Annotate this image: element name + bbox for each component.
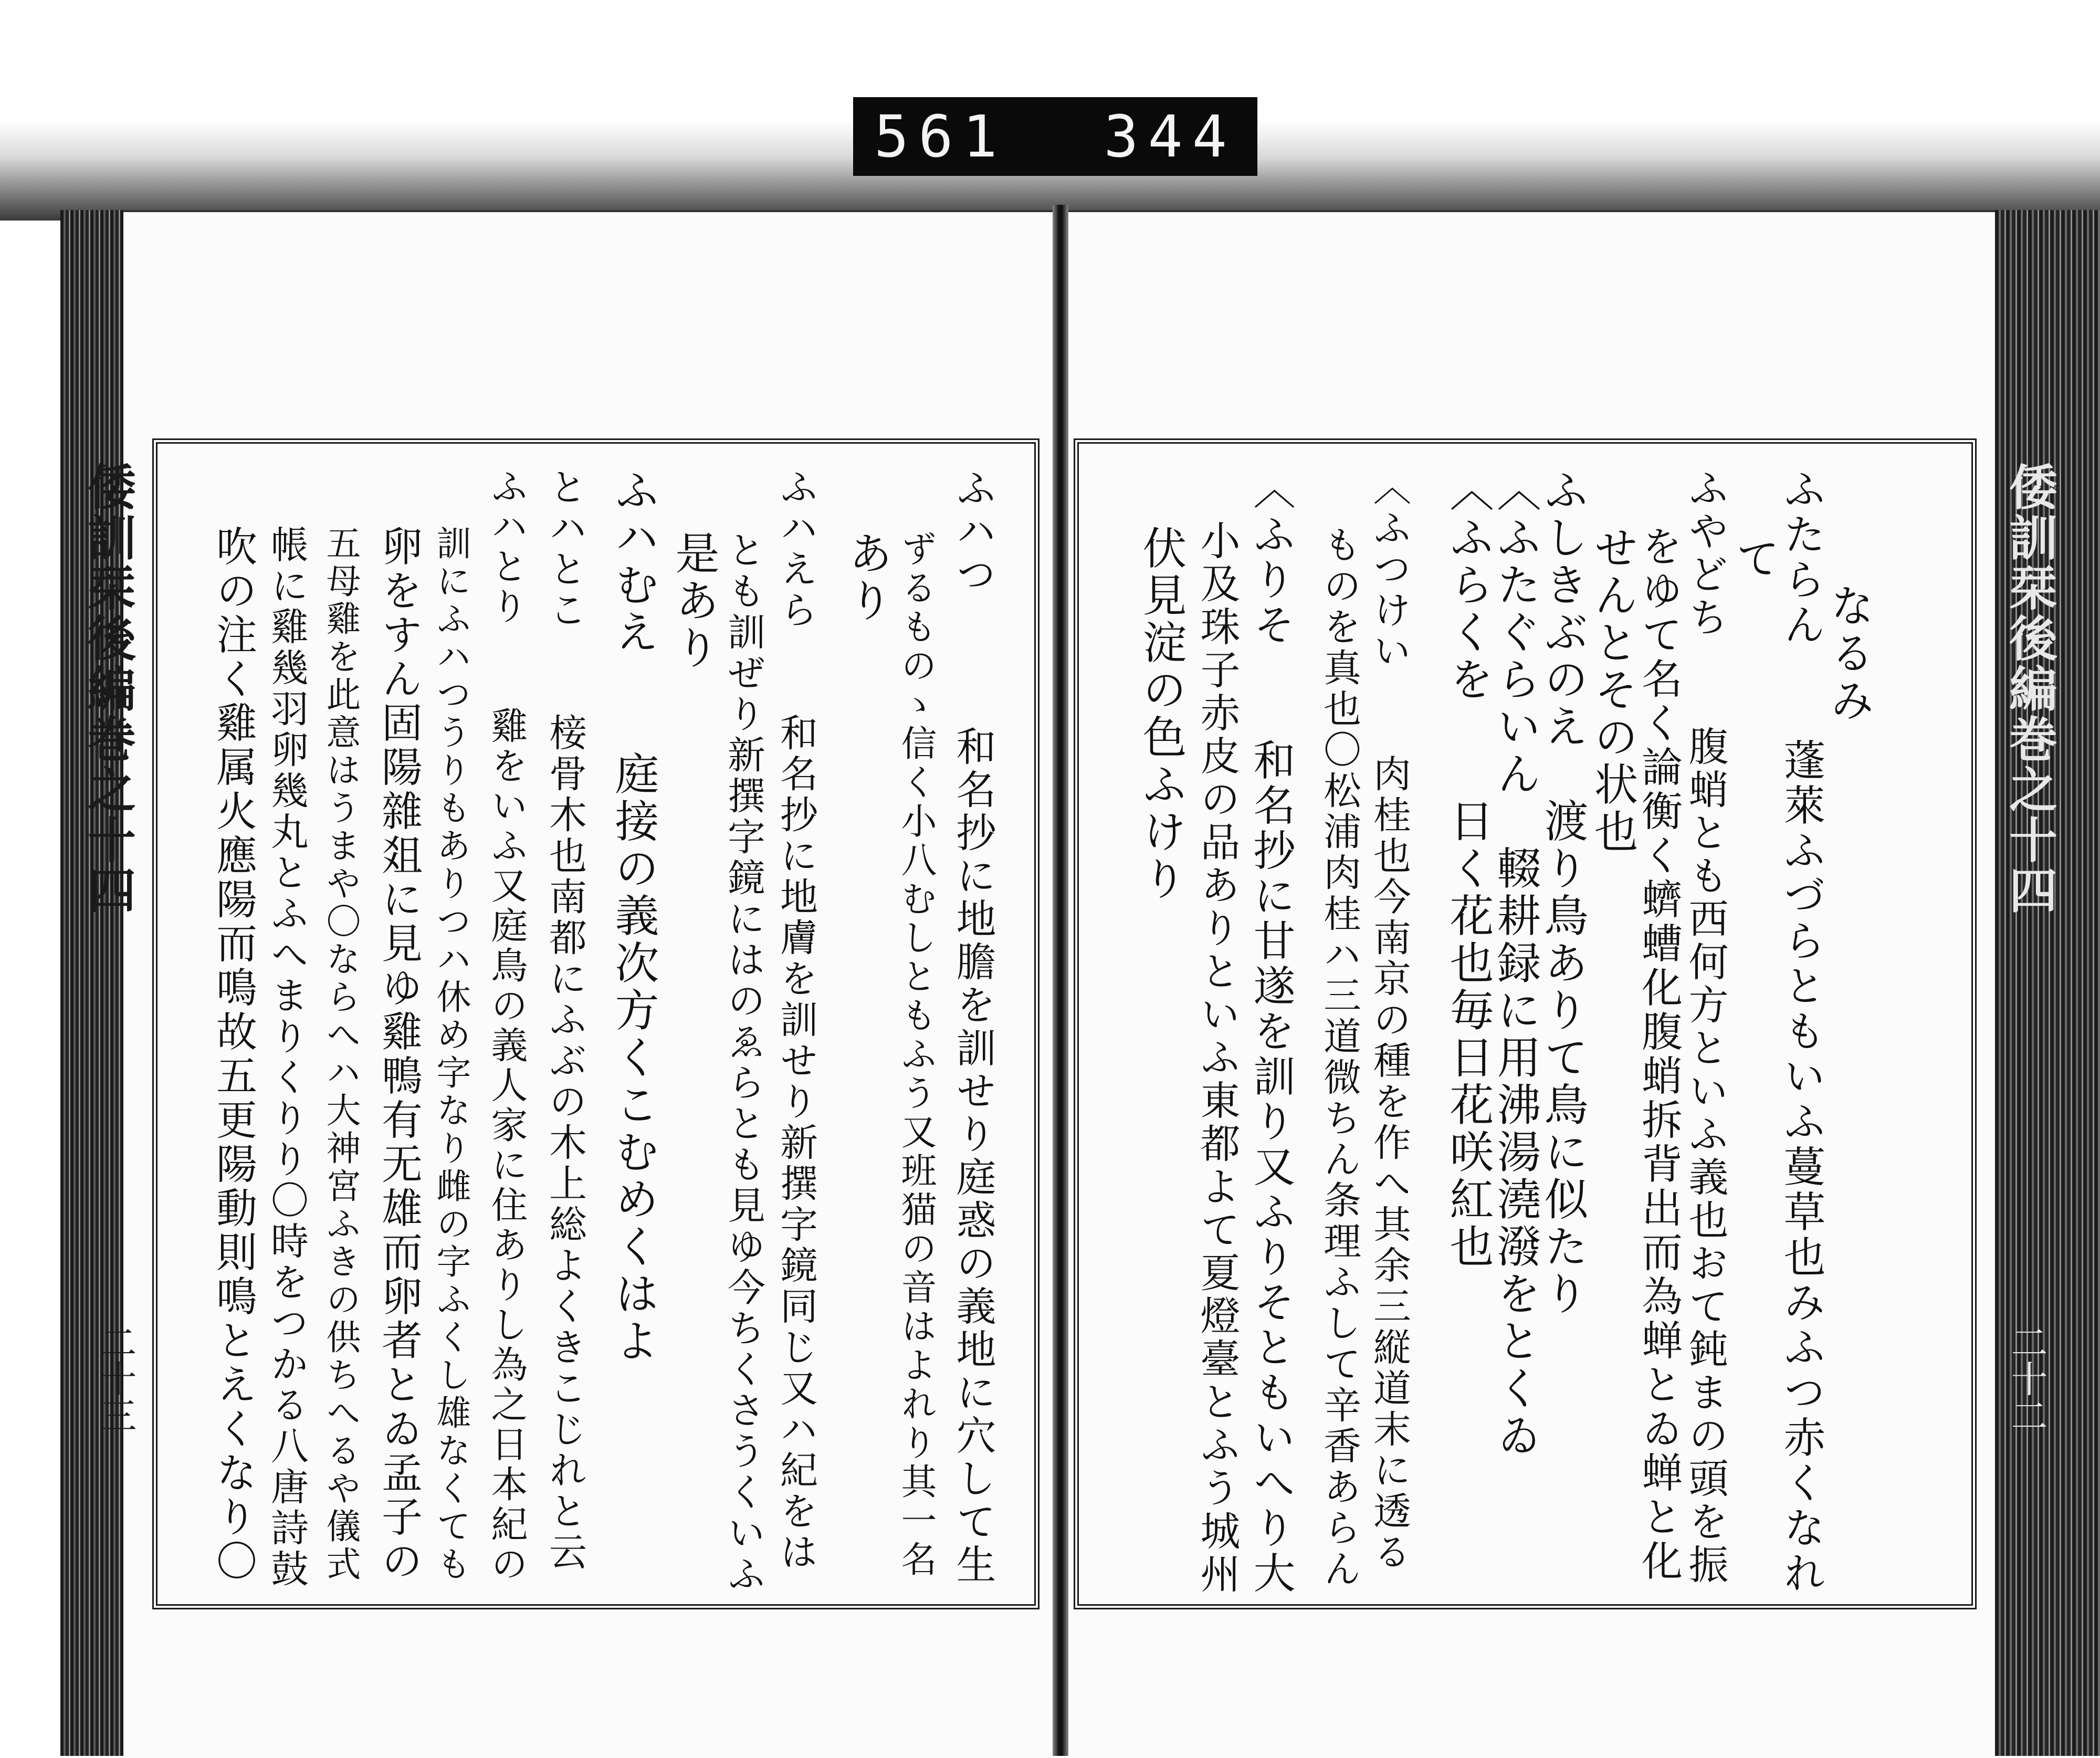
text-column: 〈ふたぐらいん 輟耕録に用沸湯澆潑をとくゐ (1490, 467, 1541, 1460)
book-gutter (1053, 205, 1068, 1756)
text-column: 〈ふつけい 肉桂也今南京の種を作へ其余三縦道末に透る (1367, 467, 1411, 1573)
text-column: 〈ふりそ 和名抄に甘遂を訓り又ふりそともいへり大 (1246, 467, 1295, 1596)
text-column: 〈ふらくを 日く花也毎日花咲紅也 (1443, 467, 1494, 1271)
text-column: 卵をすん固陽雜爼に見ゆ雞鴨有无雄而卵者とゐ孟子の (375, 525, 422, 1584)
text-column: とハとこ 椄骨木也南都にふぶの木上総よくきこじれと云 (543, 467, 587, 1573)
right-folio: 二十二 (2005, 1323, 2048, 1433)
catalogue-number-plate (853, 97, 1257, 176)
text-column: 訓にふハつうりもありつハ休め字なり雌の字ふくし雄なくても (430, 525, 471, 1584)
text-column: なるみ (1823, 583, 1875, 725)
text-column: 伏見淀の色ふけり (1136, 525, 1187, 903)
book-edge-left (60, 210, 123, 1756)
text-column: ものを真也〇松浦肉桂ハ三道微ちん条理ふして辛香あらん (1317, 525, 1361, 1590)
right-margin-title: 倭訓栞後編巻之十四 (2001, 462, 2058, 916)
text-column: 五母雞を此意はうまや〇ならへハ大神宮ふきの供ちへるや儀式 (320, 525, 361, 1584)
text-column: ふやどち 腹蛸とも西何方といふ義也おて鈍まの頭を振 (1682, 467, 1729, 1587)
text-column: 吹の注く雞属火應陽而鳴故五更陽動則鳴とえくなり〇 (209, 525, 257, 1584)
text-column: ふハつ 和名抄に地膽を訓せり庭惑の義地に穴して生 (950, 467, 996, 1587)
text-column: ずるものゝ信く小八むしともふう又班猫の音はよれり其一名 (895, 530, 937, 1579)
text-column: 是あり (668, 530, 720, 672)
text-column: ふハえら 和名抄に地膚を訓せり新撰字鏡同じ又ハ紀をは (774, 467, 818, 1573)
left-margin-title: 倭訓栞後編巻之十四 (80, 462, 136, 916)
text-column: ふたらん 蓬萊ふづらともいふ蔓草也みふつ赤くなれ (1777, 467, 1825, 1596)
plate-right-number: 344 (1104, 103, 1236, 170)
text-column: をゆて名く論衡く蠐螬化腹蛸拆背出而為蝉とゐ蝉と化 (1635, 525, 1682, 1584)
text-column: 小及珠子赤皮の品ありといふ東都よて夏燈臺とふう城州 (1194, 520, 1241, 1596)
text-column: とも訓ぜり新撰字鏡にはのゑらとも見ゆ今ちくさうくいふ (721, 530, 765, 1595)
text-column: ふハむえ 庭接の義次方くこむめくはよ (608, 467, 659, 1365)
text-column: 帳に雞幾羽卵幾丸とふへまりくりり〇時をつかる八唐詩鼓 (265, 525, 309, 1590)
left-folio: 二十三 (94, 1323, 137, 1433)
text-column: ふハとり 雞をいふ又庭鳥の義人家に住ありし為之日本紀の (485, 467, 528, 1585)
plate-left-number: 561 (874, 103, 1007, 170)
book-edge-right (1995, 210, 2100, 1756)
text-column: て (1729, 536, 1780, 583)
text-column: ふしきぶのえ 渡り鳥ありて鳥に似たり (1537, 467, 1589, 1318)
text-column: あり (842, 530, 893, 625)
text-column: せんとその状也 (1587, 525, 1639, 856)
